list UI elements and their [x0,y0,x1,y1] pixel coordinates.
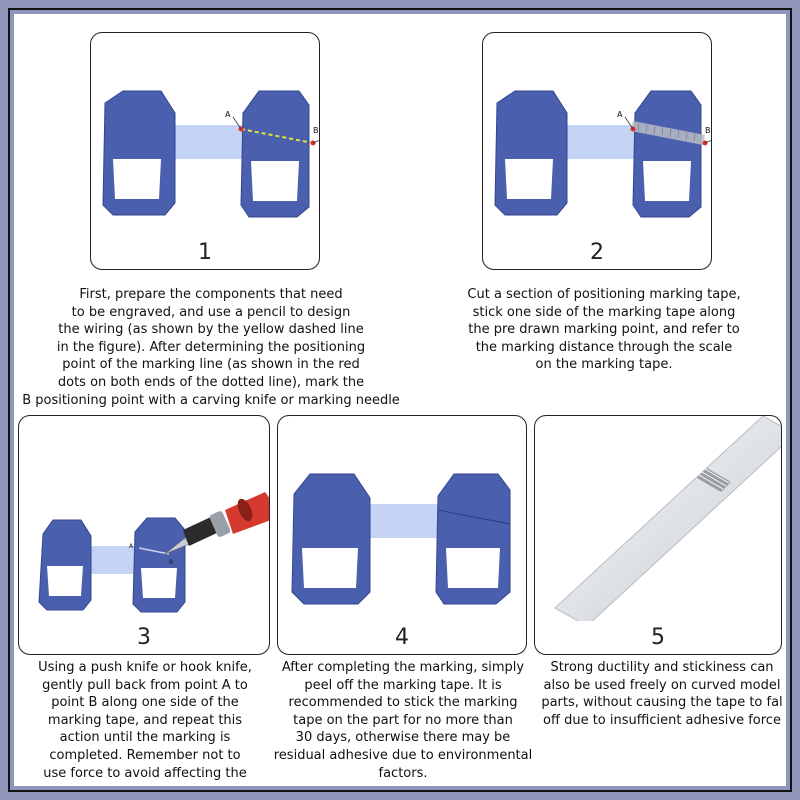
point-a-label: A [225,110,231,119]
step-5-number: 5 [651,625,665,650]
step-1-panel [90,32,320,270]
step-2-panel [482,32,712,270]
step-2-caption: Cut a section of positioning marking tape, stick one side of the marking tape along the pre drawn marking point, and refer to the marking distance through the scale on the marking tape. [467,287,741,373]
step-4-illustration [278,416,527,621]
point-b-label: B [705,126,711,135]
instruction-sheet [14,14,786,786]
step-2-number: 2 [590,240,604,265]
step-4-panel [277,415,527,655]
point-a-label: A [129,543,134,550]
step-5-caption: Strong ductility and stickiness can also be used freely on curved model parts, without causing the tape to fal off due to insufficient adhesive force [541,660,783,728]
step-4-caption: After completing the marking, simply peel off the marking tape. It is recommended to stick the marking tape on the part for no more than 30 days, otherwise there may be residual adhesive due to environmental factors. [273,660,533,781]
point-b-label: B [313,126,319,135]
step-3-caption: Using a push knife or hook knife, gently pull back from point A to point B along one side of the marking tape, and repeat this action until the marking is completed. Remember not to use force to avoid affecting the [38,660,252,781]
step-4-number: 4 [395,625,409,650]
step-1-number: 1 [198,240,212,265]
step-1-illustration [91,33,320,233]
craft-knife-icon [165,492,270,554]
step-3-illustration [19,416,270,621]
step-2-illustration [483,33,712,233]
marking-tape-roll-icon [555,416,782,621]
step-1-caption: First, prepare the components that need to be engraved, and use a pencil to design the wiring (as shown by the yellow dashed line in the figure). After determining the positioning point of the marking line (as shown in the red dots on both ends of the dotted line), mark the B positioning point with a carving knife or marking needle [22,287,400,408]
point-a-label: A [617,110,623,119]
point-b-label: B [169,559,174,566]
step-5-panel [534,415,782,655]
step-3-number: 3 [137,625,151,650]
step-3-panel [18,415,270,655]
step-5-illustration [535,416,782,621]
